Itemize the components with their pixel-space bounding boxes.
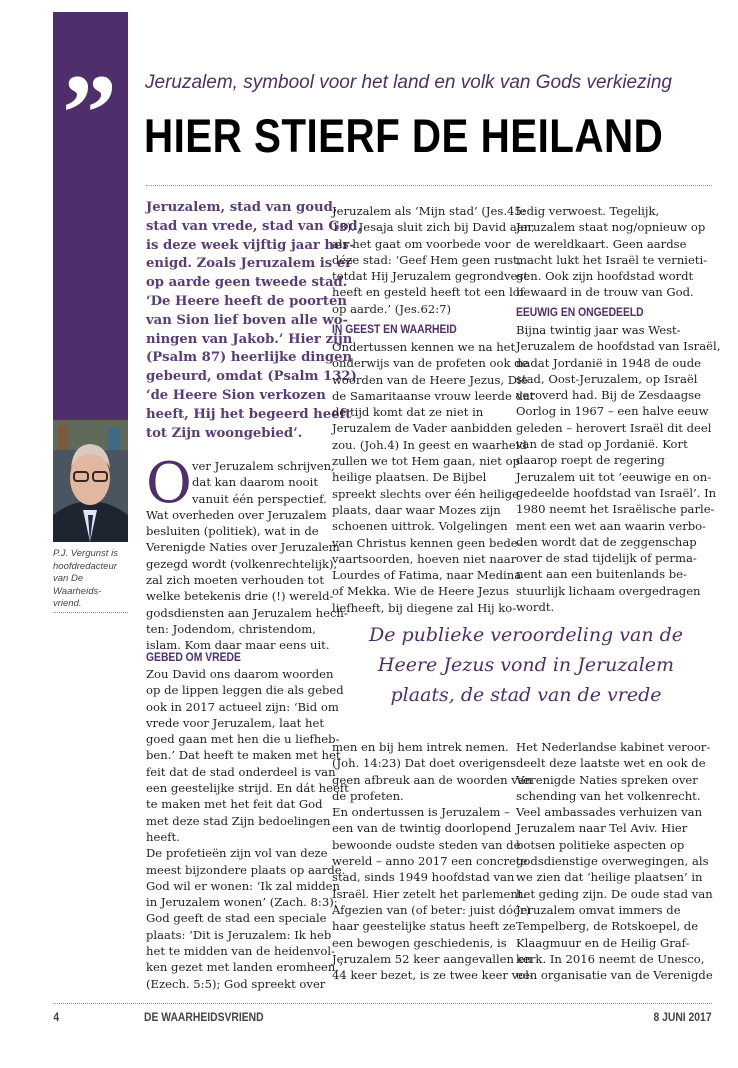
text-line: stad van vrede, stad van God, — [146, 218, 363, 234]
text-line: Oorlog in 1967 – een halve eeuw — [516, 404, 709, 419]
text-line: heeft, Hij het begeerd heeft — [146, 406, 352, 422]
text-line: bewaard in de trouw van God. — [516, 285, 694, 300]
text-line: P.J. Vergunst is — [53, 548, 118, 559]
text-line: botsen politieke aspecten op — [516, 837, 685, 852]
text-line: of Mekka. Wie de Heere Jezus — [332, 584, 509, 599]
text-line: tot Zijn woongebied’. — [146, 425, 303, 441]
text-line: 1980 neemt het Israëlische parle- — [516, 502, 715, 517]
text-line: vanuit één perspectief. — [192, 491, 327, 506]
text-line: op aarde.’ (Jes.62:7) — [332, 301, 452, 316]
text-line: stad, sinds 1949 hoofdstad van — [332, 870, 515, 885]
body-paragraph — [146, 666, 349, 992]
pull-quote — [340, 620, 712, 710]
drop-cap: O — [146, 451, 192, 516]
text-line: onderwijs van de profeten ook de — [332, 356, 529, 371]
text-line: is deze week vijftig jaar her- — [146, 237, 355, 253]
text-line: De profetieën zijn vol van deze — [146, 846, 328, 861]
text-line: Zou David ons daarom woorden — [146, 667, 334, 681]
text-line: besluiten (politiek), wat in de — [146, 524, 319, 539]
section-heading-geest: IN GEEST EN WAARHEID — [332, 324, 457, 336]
text-line: (Joh. 14:23) Dat doet overigens — [332, 756, 517, 771]
text-line: déze stad: ‘Geef Hem geen rust, — [332, 252, 522, 267]
text-line: ken gezet met landen eromheen.’ — [146, 960, 343, 975]
text-line: godsdiensten aan Jeruzalem hech- — [146, 605, 348, 620]
issue-date: 8 JUNI 2017 — [653, 1012, 712, 1024]
text-line: nent aan een buitenlands be- — [516, 567, 687, 582]
text-line: Jeruzalem naar Tel Aviv. Hier — [516, 821, 688, 836]
title-divider — [146, 185, 712, 186]
text-line: stuurlijk lichaam overgedragen — [516, 583, 701, 598]
text-line: meest bijzondere plaats op aarde. — [146, 862, 346, 877]
publication-name: DE WAARHEIDSVRIEND — [144, 1012, 264, 1024]
quote-mark-icon: ” — [62, 52, 117, 174]
text-line: enigd. Zoals Jeruzalem is er — [146, 256, 353, 272]
text-line: vriend. — [53, 598, 82, 609]
article-subtitle: Jeruzalem, symbool voor het land en volk van Gods verkiezing — [145, 72, 672, 93]
text-line: op aarde geen tweede stad. — [146, 275, 348, 291]
text-line: woorden van de Heere Jezus, Die — [332, 372, 528, 387]
text-line: stad, Oost-Jeruzalem, op Israël — [516, 371, 698, 386]
text-line: liefheeft, bij diegene zal Hij ko- — [332, 600, 517, 615]
section-heading-gebed: GEBED OM VREDE — [146, 652, 241, 664]
page-number: 4 — [53, 1012, 60, 1024]
lead-paragraph — [146, 199, 362, 443]
text-line: Jeruzalem staat nog/opnieuw op — [516, 220, 706, 235]
text-line: gezegd wordt (volkenrechtelijk), — [146, 556, 338, 571]
body-paragraph — [516, 203, 707, 301]
text-line: ook in 2017 actueel zijn: ‘Bid om — [146, 699, 339, 714]
text-line: als het gaat om voorbede voor — [332, 236, 511, 251]
text-line: Lourdes of Fatima, naar Medina — [332, 568, 522, 583]
text-line: heeft en gesteld heeft tot een lof — [332, 285, 525, 300]
text-line: het geding zijn. De oude stad van — [516, 886, 713, 901]
text-line: van Sion lief boven alle wo- — [146, 312, 348, 328]
text-line: ver Jeruzalem schrijven, — [192, 459, 335, 473]
text-line: Jeruzalem als ‘Mijn stad’ (Jes.45: — [332, 204, 526, 218]
text-line: godsdienstige overwegingen, als — [516, 854, 709, 869]
text-line: zullen we tot Hem gaan, niet op — [332, 454, 520, 469]
text-line: zou. (Joh.4) In geest en waarheid — [332, 437, 527, 452]
text-line: Jeruzalem omvat immers de — [516, 902, 681, 917]
text-line: Verenigde Naties over Jeruzalem — [146, 540, 340, 555]
caption-divider — [53, 612, 128, 613]
text-line: ningen van Jakob.’ Hier zijn — [146, 331, 353, 347]
text-line: plaats, de stad van de vrede — [390, 684, 662, 706]
text-line: dat kan daarom nooit — [192, 475, 319, 490]
text-line: (Ezech. 5:5); God spreekt over — [146, 976, 326, 991]
text-line: den wordt dat de zeggenschap — [516, 534, 697, 549]
text-line: ‘De Heere heeft de poorten — [146, 293, 347, 309]
intro-paragraph — [146, 451, 348, 654]
text-line: 44 keer bezet, is ze twee keer vol- — [332, 968, 533, 983]
text-line: Verenigde Naties spreken over — [516, 772, 698, 787]
text-line: te maken met het feit dat God — [146, 797, 323, 812]
text-line: wereld – anno 2017 een concrete — [332, 854, 528, 869]
text-line: schoenen uittrok. Volgelingen — [332, 519, 508, 534]
body-paragraph — [332, 203, 535, 317]
text-line: de wereldkaart. Geen aardse — [516, 236, 687, 251]
footer-divider — [53, 1003, 712, 1004]
text-line: Jeruzalem, stad van goud, — [146, 200, 338, 215]
text-line: zal zich moeten verhouden tot — [146, 573, 324, 588]
text-line: ‘de Heere Sion verkozen — [146, 387, 326, 403]
text-line: men en bij hem intrek nemen. — [332, 740, 509, 754]
text-line: En ondertussen is Jeruzalem – — [332, 805, 510, 820]
text-line: vaartsoorden, hoeven niet naar — [332, 551, 517, 566]
text-line: totdat Hij Jeruzalem gegrondvest — [332, 269, 528, 284]
text-line: Jeruzalem uit tot ‘eeuwige en on- — [516, 469, 712, 484]
text-line: de tijd komt dat ze niet in — [332, 405, 484, 420]
text-line: gebeurd, omdat (Psalm 132) — [146, 369, 357, 385]
text-line: feit dat de stad onderdeel is van — [146, 764, 336, 779]
text-line: een van de twintig doorlopend — [332, 821, 512, 836]
text-line: Het Nederlandse kabinet veroor- — [516, 740, 711, 754]
text-line: een organisatie van de Verenigde — [516, 968, 713, 983]
text-line: Jeruzalem de hoofdstad van Israël, — [516, 339, 721, 354]
text-line: een bewogen geschiedenis, is — [332, 935, 507, 950]
text-line: ten: Jodendom, christendom, — [146, 621, 316, 636]
section-heading-eeuwig: EEUWIG EN ONGEDEELD — [516, 307, 644, 319]
text-line: Ondertussen kennen we na het — [332, 340, 516, 354]
text-line: welke betekenis drie (!) wereld- — [146, 589, 334, 604]
text-line: schending van het volkenrecht. — [516, 788, 701, 803]
text-line: God wil er wonen: ‘Ik zal midden — [146, 878, 341, 893]
text-line: Israël. Hier zetelt het parlement. — [332, 886, 527, 901]
text-line: Heere Jezus vond in Jeruzalem — [377, 654, 675, 676]
text-line: van De Waarheids- — [53, 573, 102, 597]
text-line: nadat Jordanië in 1948 de oude — [516, 355, 702, 370]
text-line: geleden – herovert Israël dit deel — [516, 420, 712, 435]
text-line: ledig verwoest. Tegelijk, — [516, 204, 660, 218]
text-line: bewoonde oudste steden van de — [332, 837, 521, 852]
text-line: Klaagmuur en de Heilig Graf- — [516, 935, 690, 950]
text-line: een geestelijke strijd. En dát heeft — [146, 781, 349, 796]
text-line: op de lippen leggen die als gebed — [146, 683, 344, 698]
body-paragraph — [332, 739, 533, 983]
text-line: heeft. — [146, 829, 180, 844]
text-line: Tempelberg, de Rotskoepel, de — [516, 919, 699, 934]
text-line: God geeft de stad een speciale — [146, 911, 327, 926]
text-line: Afgezien van (of beter: juist dóór) — [332, 902, 531, 917]
text-line: kerk. In 2016 neemt de Unesco, — [516, 951, 705, 966]
article-title: HIER STIERF DE HEILAND — [144, 109, 664, 162]
text-line: macht lukt het Israël te vernieti- — [516, 252, 708, 267]
author-photo — [53, 420, 128, 542]
text-line: Jeruzalem de Vader aanbidden — [332, 421, 513, 436]
body-paragraph — [516, 739, 713, 983]
text-line: gen. Ook zijn hoofdstad wordt — [516, 269, 694, 284]
text-line: veroverd had. Bij de Zesdaagse — [516, 388, 701, 403]
text-line: de profeten. — [332, 788, 404, 803]
text-line: islam. Kom daar maar eens uit. — [146, 638, 330, 653]
author-caption — [53, 548, 133, 611]
text-line: plaats: ‘Dit is Jeruzalem: Ik heb — [146, 927, 332, 942]
text-line: (Psalm 87) heerlijke dingen — [146, 350, 353, 366]
body-paragraph — [332, 339, 535, 616]
text-line: Wat overheden over Jeruzalem — [146, 507, 327, 522]
text-line: vrede voor Jeruzalem, laat het — [146, 715, 324, 730]
text-line: spreekt slechts over één heilige — [332, 486, 520, 501]
text-line: van Christus kennen geen bede- — [332, 535, 522, 550]
text-line: gedeelde hoofdstad van Israël’. In — [516, 485, 717, 500]
text-line: het te midden van de heidenvol- — [146, 944, 335, 959]
text-line: in Jeruzalem wonen’ (Zach. 8:3); — [146, 895, 338, 910]
text-line: haar geestelijke status heeft ze — [332, 919, 516, 934]
body-paragraph — [516, 322, 720, 615]
text-line: deelt deze laatste wet en ook de — [516, 756, 706, 771]
text-line: we zien dat ‘heilige plaatsen’ in — [516, 870, 703, 885]
text-line: wordt. — [516, 600, 555, 615]
text-line: Veel ambassades verhuizen van — [516, 805, 703, 820]
text-line: de Samaritaanse vrouw leerde dat — [332, 388, 535, 403]
text-line: heilige plaatsen. De Bijbel — [332, 470, 487, 485]
text-line: 13). Jesaja sluit zich bij David aan, — [332, 220, 535, 235]
text-line: van de stad op Jordanië. Kort — [516, 437, 688, 452]
text-line: daarop roept de regering — [516, 453, 665, 468]
text-line: met deze stad Zijn bedoelingen — [146, 813, 331, 828]
text-line: Jeruzalem 52 keer aangevallen en — [332, 951, 532, 966]
text-line: geen afbreuk aan de woorden van — [332, 772, 533, 787]
text-line: goed gaan met hen die u liefheb- — [146, 732, 340, 747]
text-line: ment een wet aan waarin verbo- — [516, 518, 707, 533]
text-line: Bijna twintig jaar was West- — [516, 323, 681, 337]
text-line: hoofdredacteur — [53, 560, 117, 572]
text-line: ben.’ Dat heeft te maken met het — [146, 748, 341, 763]
text-line: De publieke veroordeling van de — [368, 624, 684, 646]
text-line: plaats, daar waar Mozes zijn — [332, 502, 501, 517]
text-line: over de stad tijdelijk of perma- — [516, 551, 697, 566]
